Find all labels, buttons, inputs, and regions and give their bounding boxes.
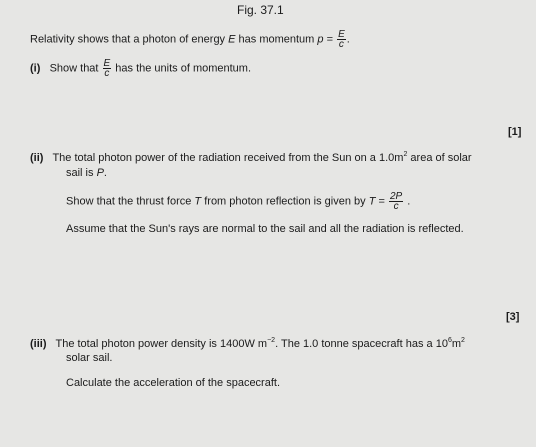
part-iii-sail-area-unit: m: [451, 338, 462, 350]
part-ii-line-1-before: The total photon power of the radiation received from the Sun on a: [52, 152, 376, 164]
part-iii-sail-area-exp-2: 2: [461, 337, 465, 344]
intro-end: .: [346, 33, 350, 46]
part-ii-fraction-numerator: 2P: [390, 191, 403, 202]
part-ii-fraction: [389, 192, 403, 211]
part-iii-line-1-mid: . The 1.0 tonne spacecraft has a: [275, 338, 433, 350]
part-i-number: (i): [30, 62, 41, 75]
part-ii-var-t: T: [194, 195, 202, 208]
part-ii-line-3-before: Show that the thrust force: [66, 195, 192, 208]
part-ii-area-unit: m: [394, 152, 404, 164]
part-i-text-after: has the units of momentum.: [115, 62, 252, 75]
part-iii-sail-area-exp-1: 6: [447, 337, 452, 344]
part-iii-line-1: [30, 338, 465, 351]
part-ii-number: (ii): [30, 152, 44, 164]
part-iii-sail-area-value: 10: [435, 338, 448, 350]
part-i-question: [30, 59, 251, 78]
part-i-fraction-denominator: c: [104, 68, 110, 79]
intro-text: [30, 30, 350, 49]
intro-text-before: Relativity shows that a photon of energy: [30, 33, 226, 46]
part-i-marks: [1]: [508, 126, 522, 138]
part-iii-density-exp: −2: [267, 337, 276, 344]
part-ii-line-1-after: area of solar: [410, 152, 472, 164]
part-ii-var-p: P: [96, 167, 104, 179]
part-i-fraction-numerator: E: [103, 58, 111, 69]
part-ii-area-value: 1.0: [378, 152, 395, 164]
part-iii-line-2: solar sail.: [66, 352, 113, 364]
part-ii-equals: =: [378, 195, 385, 208]
part-iii-number: (iii): [30, 338, 47, 350]
part-i-text-before: Show that: [49, 62, 99, 75]
part-iii-density-value: 1400: [219, 338, 245, 350]
part-ii-line-2-before: sail is: [66, 167, 94, 179]
part-ii-marks: [3]: [506, 311, 520, 323]
intro-fraction-numerator: E: [338, 29, 345, 40]
part-ii-var-t-2: T: [368, 195, 376, 208]
part-iii-line-1-before: The total photon power density is: [55, 338, 217, 350]
part-ii-line-3-mid: from photon reflection is given by: [204, 195, 366, 208]
intro-var-e: E: [228, 33, 236, 46]
part-ii-area-exp: 2: [403, 151, 408, 158]
intro-fraction: [337, 30, 346, 49]
part-ii-line-3-end: .: [407, 195, 411, 208]
part-i-fraction: [103, 59, 112, 78]
figure-label: Fig. 37.1: [237, 3, 284, 17]
part-ii-line-3: [66, 192, 410, 211]
intro-fraction-denominator: c: [338, 39, 344, 50]
part-ii-line-2-end: .: [103, 167, 107, 179]
part-ii-line-4: Assume that the Sun's rays are normal to the sail and all the radiation is reflected.: [66, 223, 464, 235]
part-iii-line-3: Calculate the acceleration of the spacecraft.: [66, 377, 281, 389]
part-ii-line-2: [66, 167, 107, 180]
intro-text-mid: has momentum: [238, 33, 315, 46]
part-iii-density-unit: W m: [244, 338, 268, 350]
intro-var-p: p: [317, 33, 324, 46]
intro-equals: =: [326, 33, 334, 46]
part-ii-line-1: [30, 152, 472, 165]
part-ii-fraction-denominator: c: [393, 201, 399, 212]
